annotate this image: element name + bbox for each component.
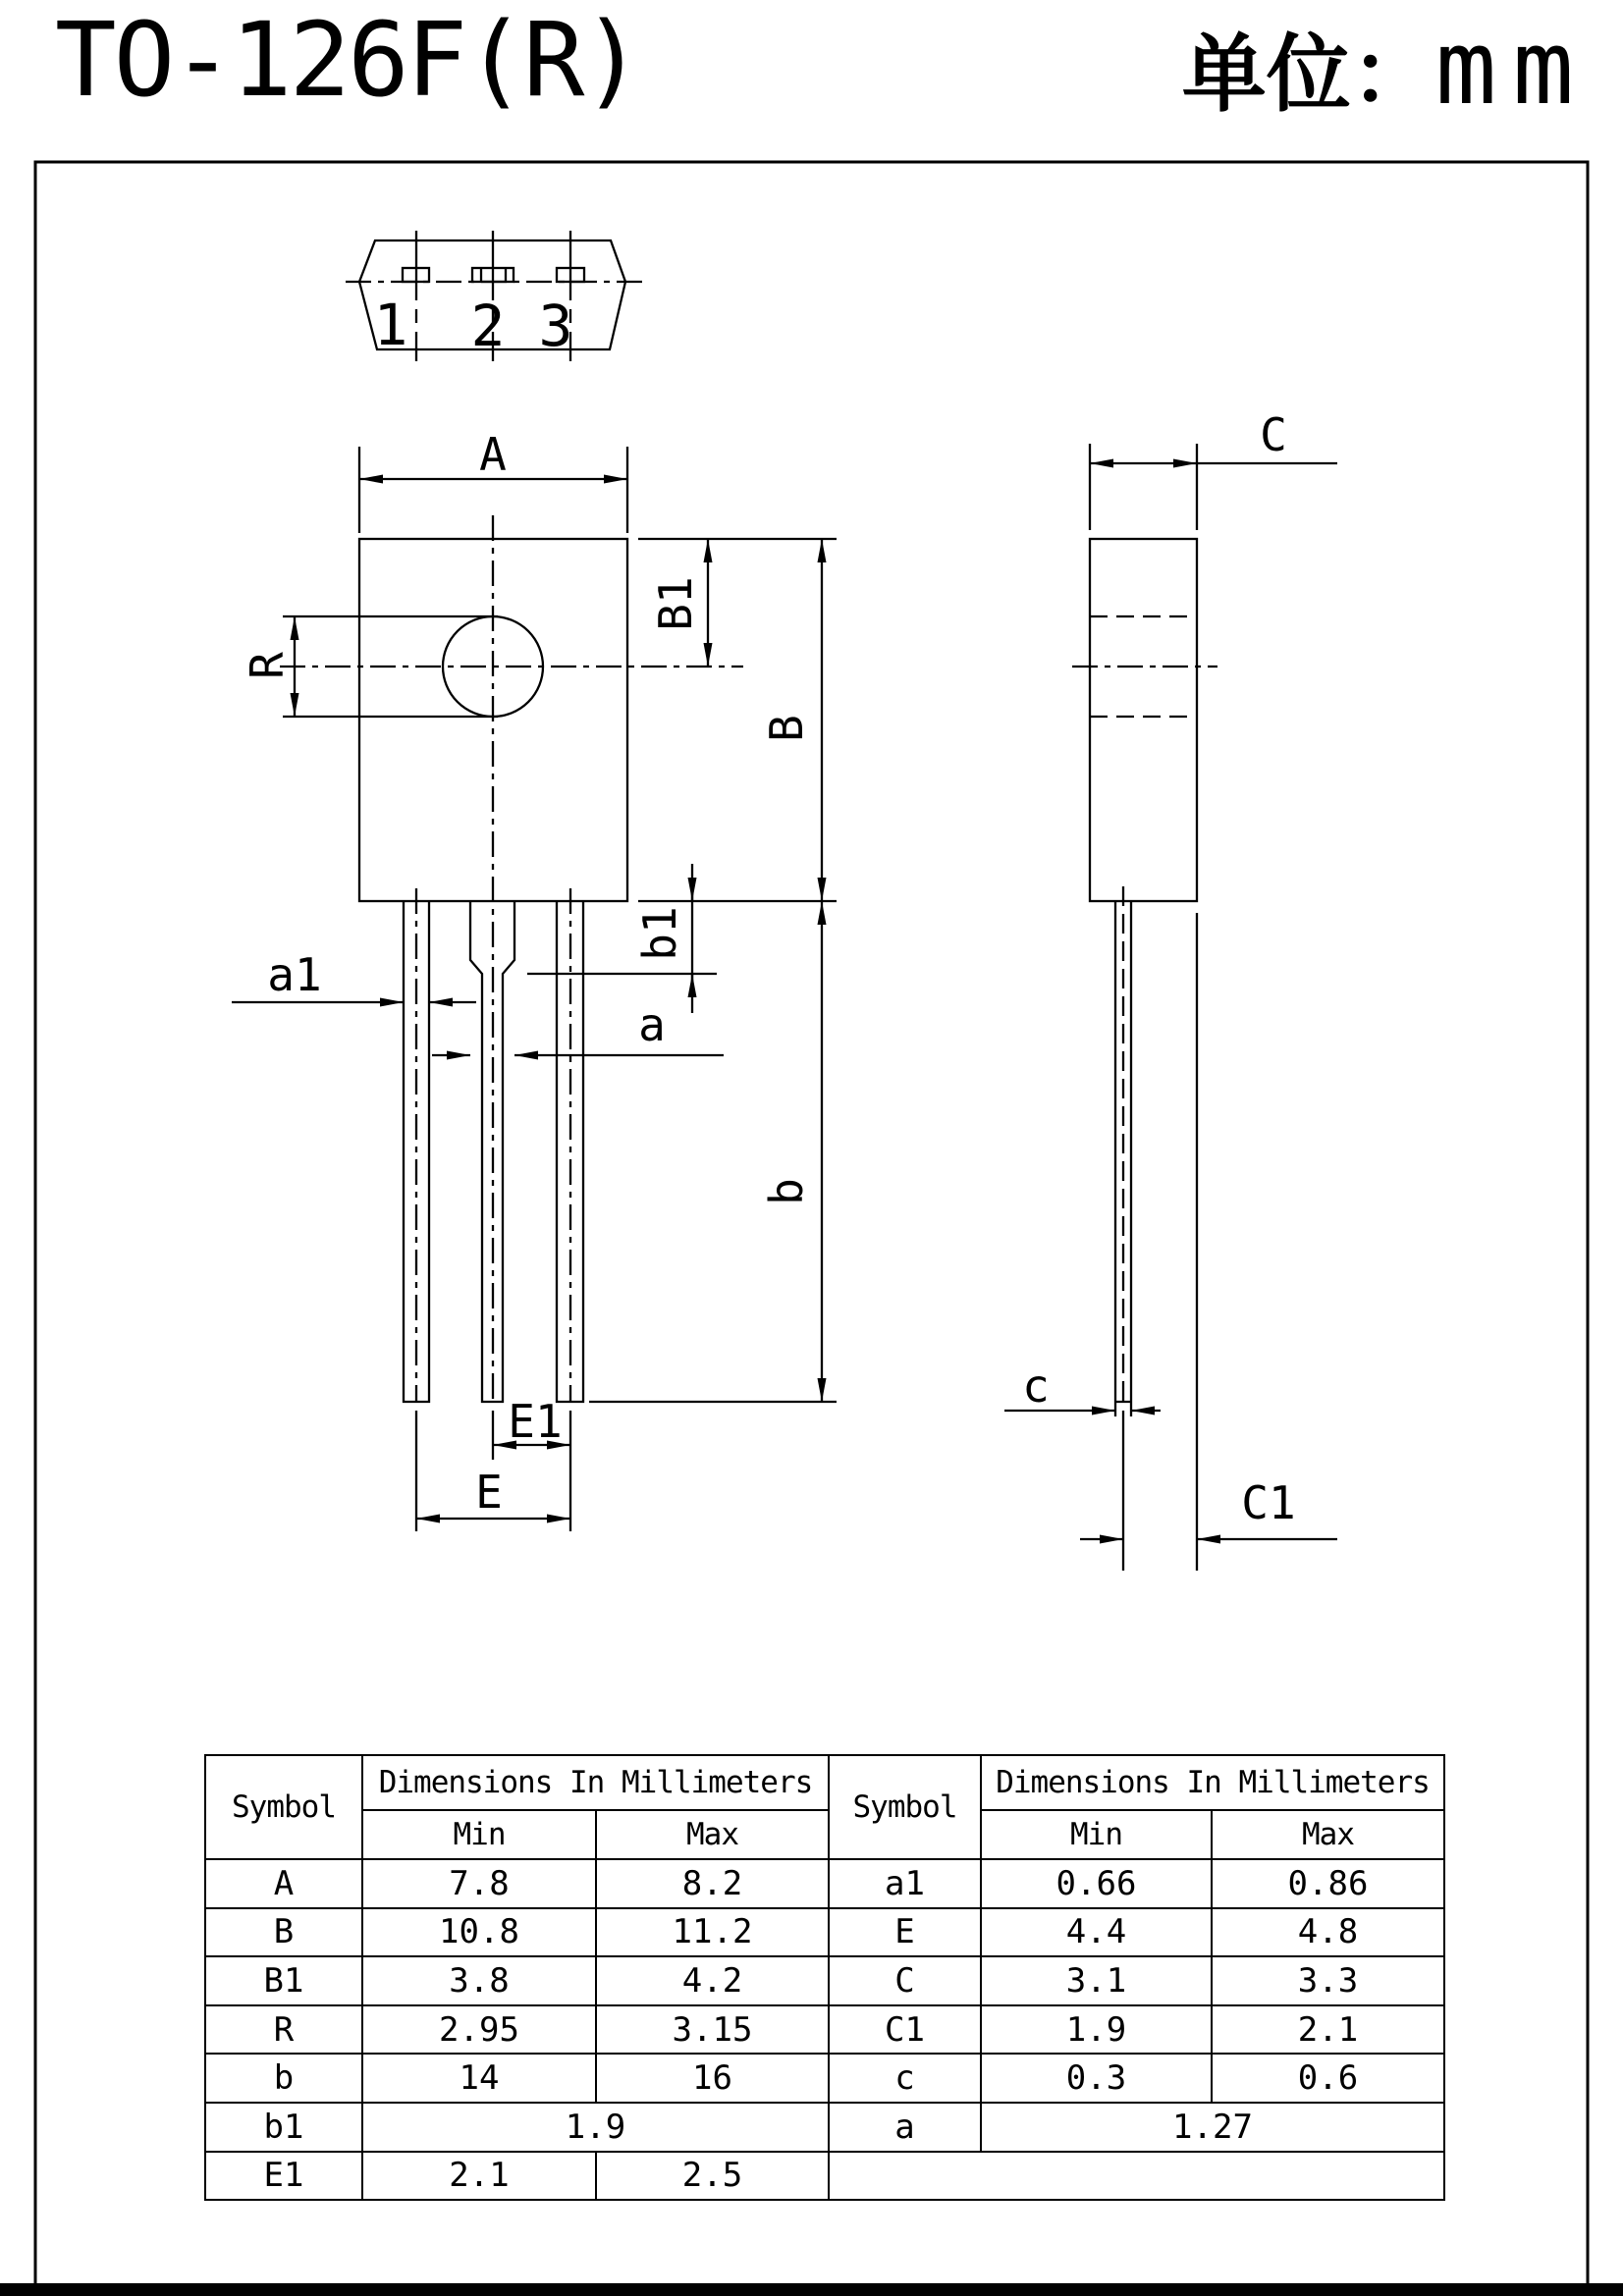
table-row — [205, 2152, 1444, 2201]
table-cell: 4.4 — [981, 1908, 1212, 1957]
pin-2-label: 2 — [470, 293, 506, 359]
table-cell — [829, 2152, 1444, 2201]
unit-label: 单位： — [1181, 25, 1435, 124]
dims-header-left: Dimensions In Millimeters — [362, 1755, 829, 1810]
table-cell: 1.9 — [981, 2005, 1212, 2055]
max-header-right: Max — [1212, 1810, 1444, 1859]
table-cell: 2.95 — [362, 2005, 596, 2055]
table-cell: c — [829, 2054, 981, 2103]
dim-label-b: b — [760, 1178, 813, 1205]
dim-label-A: A — [479, 428, 507, 481]
table-cell: 3.8 — [362, 1956, 596, 2005]
table-cell: 0.3 — [981, 2054, 1212, 2103]
table-cell: b1 — [205, 2103, 362, 2152]
table-cell: 11.2 — [596, 1908, 829, 1957]
table-cell: A — [205, 1859, 362, 1908]
table-cell: 7.8 — [362, 1859, 596, 1908]
table-cell: 14 — [362, 2054, 596, 2103]
table-cell: C — [829, 1956, 981, 2005]
dim-label-c: c — [1022, 1360, 1050, 1413]
table-row — [205, 2054, 1444, 2103]
max-header-left: Max — [596, 1810, 829, 1859]
min-header-right: Min — [981, 1810, 1212, 1859]
table-cell: E — [829, 1908, 981, 1957]
dim-label-b1: b1 — [633, 906, 686, 961]
table-row — [205, 1908, 1444, 1957]
page-title: TO-126F(R) — [55, 0, 641, 120]
table-cell: a — [829, 2103, 981, 2152]
table-row — [205, 1956, 1444, 2005]
table-cell: B1 — [205, 1956, 362, 2005]
table-row — [205, 1859, 1444, 1908]
top-view — [346, 231, 643, 361]
table-cell: C1 — [829, 2005, 981, 2055]
front-view — [232, 428, 837, 1531]
table-cell: 1.9 — [362, 2103, 829, 2152]
unit-value: mm — [1434, 8, 1590, 128]
symbol-header-right: Symbol — [829, 1755, 981, 1859]
table-cell: 4.2 — [596, 1956, 829, 2005]
table-cell: 3.1 — [981, 1956, 1212, 2005]
table-cell: 8.2 — [596, 1859, 829, 1908]
table-cell: R — [205, 2005, 362, 2055]
dim-label-E1: E1 — [508, 1395, 563, 1448]
table-row — [205, 2103, 1444, 2152]
table-cell: 10.8 — [362, 1908, 596, 1957]
dim-label-a: a — [638, 998, 666, 1051]
dim-label-C1: C1 — [1241, 1476, 1296, 1529]
table-cell: 2.5 — [596, 2152, 829, 2201]
table-cell: E1 — [205, 2152, 362, 2201]
table-cell: 1.27 — [981, 2103, 1444, 2152]
table-cell: 4.8 — [1212, 1908, 1444, 1957]
dim-label-C: C — [1260, 408, 1287, 461]
dims-header-right: Dimensions In Millimeters — [981, 1755, 1444, 1810]
table-cell: 3.15 — [596, 2005, 829, 2055]
table-cell: 0.66 — [981, 1859, 1212, 1908]
table-row — [205, 2005, 1444, 2055]
pin-1-label: 1 — [373, 292, 408, 358]
dim-label-B: B — [760, 715, 813, 742]
table-cell: 2.1 — [362, 2152, 596, 2201]
table-cell: 0.6 — [1212, 2054, 1444, 2103]
pin-3-label: 3 — [538, 293, 573, 359]
dim-label-R: R — [241, 652, 294, 679]
table-cell: 0.86 — [1212, 1859, 1444, 1908]
table-cell: 2.1 — [1212, 2005, 1444, 2055]
table-cell: b — [205, 2054, 362, 2103]
dimension-table — [204, 1754, 1445, 2201]
table-cell: B — [205, 1908, 362, 1957]
table-cell: 16 — [596, 2054, 829, 2103]
table-cell: 3.3 — [1212, 1956, 1444, 2005]
dim-label-E: E — [475, 1466, 503, 1519]
min-header-left: Min — [362, 1810, 596, 1859]
side-view — [1004, 408, 1337, 1571]
table-cell: a1 — [829, 1859, 981, 1908]
dim-label-B1: B1 — [649, 576, 702, 631]
symbol-header-left: Symbol — [205, 1755, 362, 1859]
dimensions-table — [204, 1754, 1445, 2201]
dim-label-a1: a1 — [267, 948, 322, 1001]
